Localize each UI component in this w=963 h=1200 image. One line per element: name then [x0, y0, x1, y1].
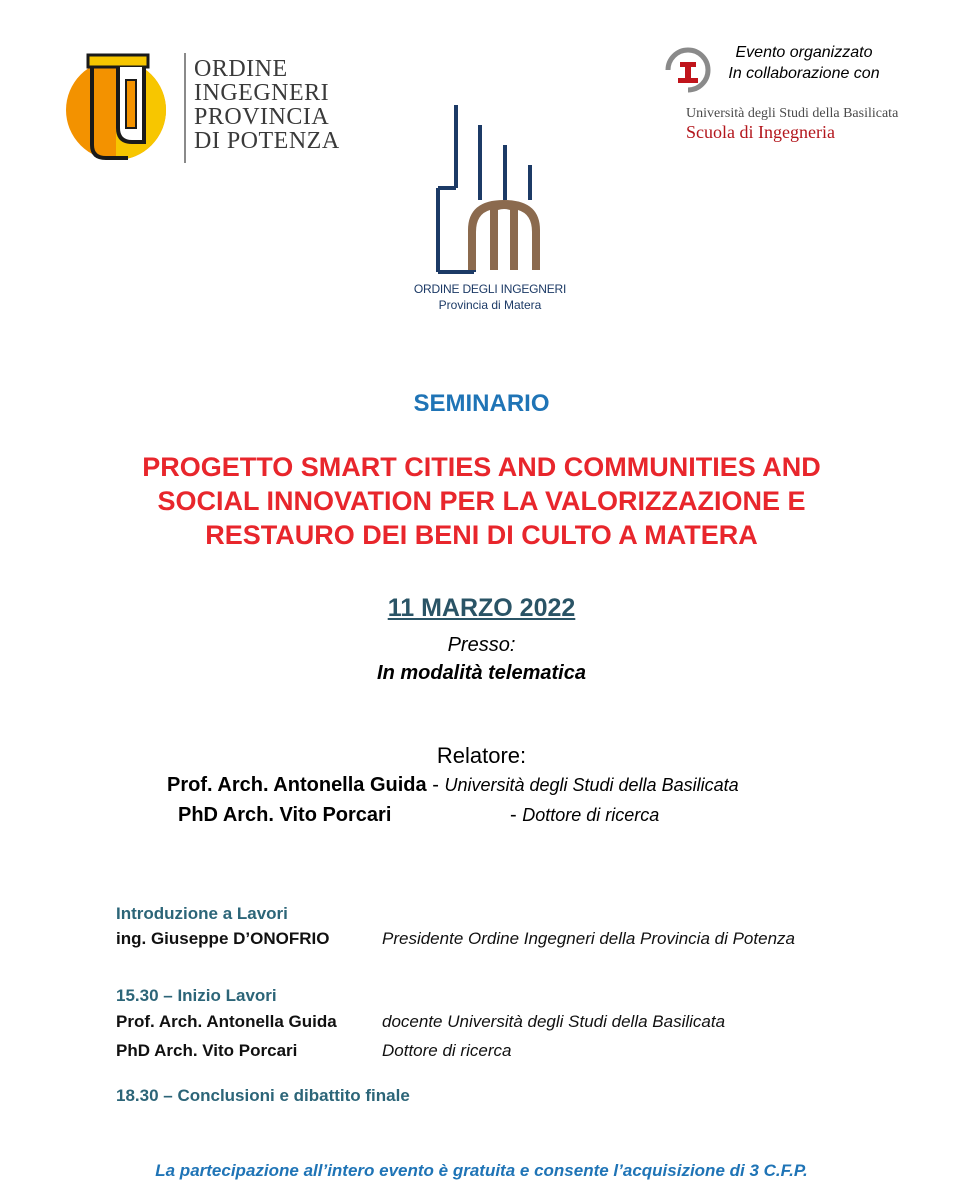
collab-line: In collaborazione con [728, 65, 880, 82]
speaker-affiliation: Università degli Studi della Basilicata [444, 775, 739, 795]
event-location: In modalità telematica [377, 662, 586, 684]
university-name: Università degli Studi della Basilicata [686, 106, 899, 121]
speaker-row [167, 774, 739, 797]
potenza-org-line: DI POTENZA [194, 128, 340, 154]
speaker-row [178, 804, 391, 827]
footer-note: La partecipazione all’intero evento è gratuita e consente l’acquisizione di 3 C.F.P. [155, 1161, 808, 1180]
ordine-ingegneri-potenza-logo [60, 50, 172, 165]
speaker-name: PhD Arch. Vito Porcari [178, 804, 392, 826]
school-name: Scuola di Ingegneria [686, 122, 835, 142]
potenza-org-line: INGEGNERI [194, 80, 330, 106]
event-type: SEMINARIO [413, 390, 550, 417]
program-row-role: Dottore di ricerca [382, 1041, 512, 1060]
event-title [0, 450, 963, 552]
ordine-ingegneri-matera-logo [430, 100, 550, 280]
speaker-name: Prof. Arch. Antonella Guida [167, 774, 427, 796]
program-row-name: Prof. Arch. Antonella Guida [116, 1012, 337, 1031]
collab-line: Evento organizzato [735, 44, 873, 61]
potenza-org-line: PROVINCIA [194, 104, 330, 130]
program-start-heading: 15.30 – Inizio Lavori [116, 986, 277, 1005]
program-intro-heading: Introduzione a Lavori [116, 904, 288, 923]
location-label: Presso: [447, 634, 516, 656]
collaboration-note [716, 42, 892, 84]
program-end-heading: 18.30 – Conclusioni e dibattito finale [116, 1086, 410, 1105]
program-row-role: docente Università degli Studi della Basilicata [382, 1012, 726, 1031]
event-date: 11 MARZO 2022 [387, 594, 576, 622]
potenza-org-line: ORDINE [194, 56, 288, 82]
unibas-logo [660, 40, 716, 96]
speakers-label: Relatore: [436, 743, 527, 768]
program-row-name: PhD Arch. Vito Porcari [116, 1041, 298, 1060]
event-title-line: SOCIAL INNOVATION PER LA VALORIZZAZIONE E [157, 486, 806, 516]
event-title-line: PROGETTO SMART CITIES AND COMMUNITIES AND [142, 452, 821, 482]
potenza-org-name [194, 57, 340, 153]
speaker-separator: - [432, 774, 439, 796]
event-title-line: RESTAURO DEI BENI DI CULTO A MATERA [205, 520, 758, 550]
program-intro-role: Presidente Ordine Ingegneri della Provincia di Potenza [382, 929, 795, 948]
matera-org-name: ORDINE DEGLI INGEGNERI [413, 282, 567, 296]
speaker-affiliation: Dottore di ricerca [522, 805, 660, 825]
speaker-separator: - [510, 804, 517, 826]
potenza-divider [184, 53, 186, 163]
speaker-row-affiliation [510, 804, 659, 827]
program-intro-name: ing. Giuseppe D’ONOFRIO [116, 929, 330, 948]
matera-province: Provincia di Matera [438, 298, 542, 312]
